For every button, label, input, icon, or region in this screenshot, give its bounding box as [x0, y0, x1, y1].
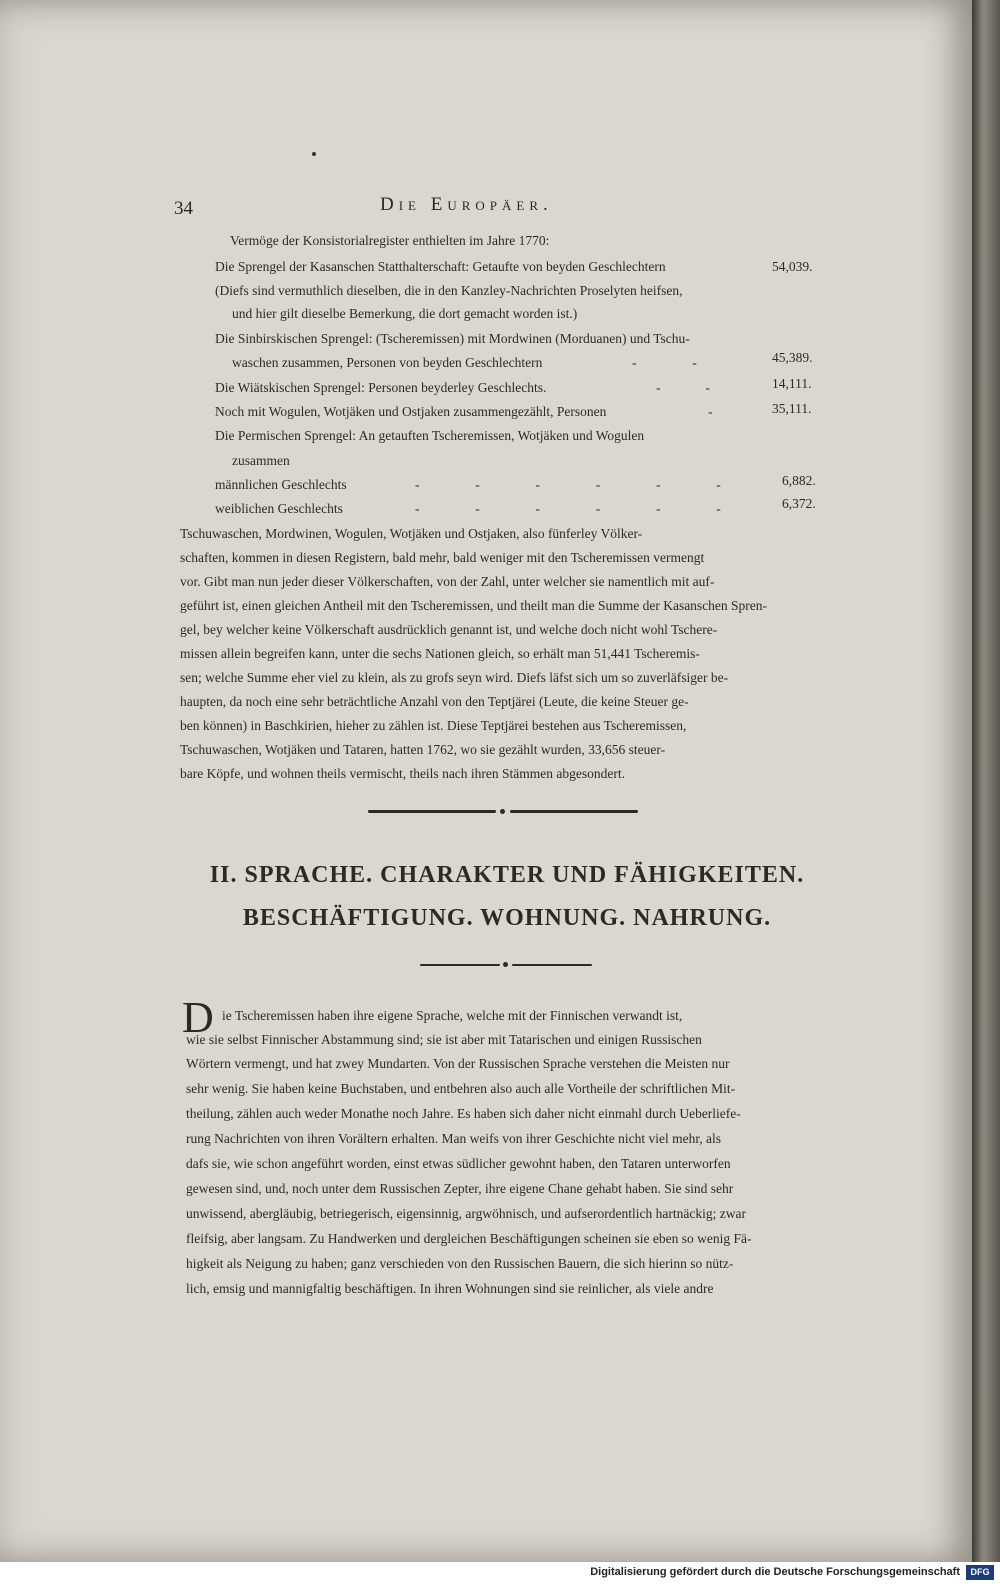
running-head: Die Europäer. — [380, 194, 553, 215]
leader-dots: - — [708, 404, 715, 419]
register-line: männlichen Geschlechts — [215, 477, 347, 492]
text-line: gewesen sind, und, noch unter dem Russischen Zepter, ihre eigene Chane gehabt haben. Sie sind sehr — [186, 1181, 734, 1196]
leader-dots: - - - - - - — [415, 477, 723, 492]
register-line: waschen zusammen, Personen von beyden Geschlechtern — [232, 355, 543, 370]
funding-credit: Digitalisierung gefördert durch die Deutsche Forschungsgemeinschaft — [590, 1566, 960, 1578]
text-line: schaften, kommen in diesen Registern, bald mehr, bald weniger mit den Tscheremissen vermengt — [180, 550, 705, 565]
text-line: haupten, da noch eine sehr beträchtliche Anzahl von den Teptjärei (Leute, die keine Steuer ge- — [180, 694, 689, 709]
footer-bar — [0, 1562, 1000, 1584]
text-line: vor. Gibt man nun jeder dieser Völkerschaften, von der Zahl, unter welcher sie namentlich mit auf- — [180, 574, 715, 589]
text-line: Tschuwaschen, Wotjäken und Tataren, hatten 1762, wo sie gezählt wurden, 33,656 steuer- — [180, 742, 666, 757]
ornament-rule — [368, 810, 496, 813]
text-line: fleifsig, aber langsam. Zu Handwerken und dergleichen Beschäftigungen scheinen sie eben so wenig Fä- — [186, 1231, 752, 1246]
text-line: gel, bey welcher keine Völkerschaft ausdrücklich genannt ist, und welche doch nicht wohl Tschere- — [180, 622, 718, 637]
text-line: Tschuwaschen, Mordwinen, Wogulen, Wotjäken und Ostjaken, also fünferley Völker- — [180, 526, 643, 541]
register-line: Die Permischen Sprengel: An getauften Tscheremissen, Wotjäken und Wogulen — [215, 428, 645, 443]
ornament-rule — [510, 810, 638, 813]
register-value: 54,039. — [772, 259, 813, 274]
text-line: sehr wenig. Sie haben keine Buchstaben, und entbehren also auch alle Vortheile der schriftlichen Mit- — [186, 1081, 736, 1096]
drop-capital: D — [182, 993, 214, 1042]
register-value: 14,111. — [772, 376, 812, 391]
text-line: wie sie selbst Finnischer Abstammung sind; sie ist aber mit Tatarischen und einigen Russischen — [186, 1032, 702, 1047]
text-line: rung Nachrichten von ihren Vorältern erhalten. Man weifs von ihrer Geschichte nicht viel mehr, als — [186, 1131, 722, 1146]
page-number: 34 — [174, 198, 193, 219]
text-line: unwissend, abergläubig, betriegerisch, eigensinnig, argwöhnisch, und aufserordentlich hartnäckig; zwar — [186, 1206, 746, 1221]
register-line: Die Sprengel der Kasanschen Statthalterschaft: Getaufte von beyden Geschlechtern — [215, 259, 666, 274]
section-title-line2: BESCHÄFTIGUNG. WOHNUNG. NAHRUNG. — [242, 905, 772, 931]
dfg-logo: DFG — [966, 1565, 994, 1580]
leader-dots: - - - - - - — [415, 501, 723, 516]
register-line: Noch mit Wogulen, Wotjäken und Ostjaken zusammengezählt, Personen — [215, 404, 607, 419]
register-intro: Vermöge der Konsistorialregister enthielten im Jahre 1770: — [230, 233, 550, 248]
register-value: 45,389. — [772, 350, 813, 365]
text-line: missen allein begreifen kann, unter die sechs Nationen gleich, so erhält man 51,441 Tscheremis- — [180, 646, 700, 661]
ornament-rule — [420, 964, 500, 966]
ink-speck — [312, 152, 316, 156]
leader-dots: - - — [656, 380, 712, 395]
text-line: higkeit als Neigung zu haben; ganz verschieden von den Russischen Bauern, die sich hierinn so nütz- — [186, 1256, 734, 1271]
register-line: zusammen — [232, 453, 290, 468]
register-line: Die Sinbirskischen Sprengel: (Tscheremissen) mit Mordwinen (Morduanen) und Tschu- — [215, 331, 690, 346]
register-value: 35,111. — [772, 401, 812, 416]
register-line: Die Wiätskischen Sprengel: Personen beyderley Geschlechts. — [215, 380, 547, 395]
register-value: 6,372. — [782, 496, 816, 511]
register-value: 6,882. — [782, 473, 816, 488]
text-line: bare Köpfe, und wohnen theils vermischt, theils nach ihren Stämmen abgesondert. — [180, 766, 626, 781]
text-line: theilung, zählen auch weder Monathe noch Jahre. Es haben sich daher nicht einmahl durch Ueberliefe- — [186, 1106, 741, 1121]
register-line: weiblichen Geschlechts — [215, 501, 343, 516]
text-line: ben können) in Baschkirien, hieher zu zählen ist. Diese Teptjärei bestehen aus Tscheremissen, — [180, 718, 687, 733]
text-line: ie Tscheremissen haben ihre eigene Sprache, welche mit der Finnischen verwandt ist, — [222, 1008, 683, 1023]
ornament-rule — [512, 964, 592, 966]
text-line: dafs sie, wie schon angeführt worden, einst etwas südlicher gewohnt haben, den Tataren unterworfen — [186, 1156, 731, 1171]
leader-dots: - - — [632, 355, 699, 370]
section-title-line1: II. SPRACHE. CHARAKTER UND FÄHIGKEITEN. — [209, 862, 805, 888]
text-line: sen; welche Summe eher viel zu klein, als zu grofs seyn wird. Diefs läfst sich um so zuverläfsiger be- — [180, 670, 729, 685]
register-line: und hier gilt dieselbe Bemerkung, die dort gemacht worden ist.) — [232, 306, 578, 321]
ornament-dot — [503, 962, 508, 967]
ornament-dot — [500, 809, 505, 814]
book-edge — [972, 0, 1000, 1562]
register-line: (Diefs sind vermuthlich dieselben, die in den Kanzley-Nachrichten Proselyten heifsen, — [215, 283, 683, 298]
text-line: geführt ist, einen gleichen Antheil mit den Tscheremissen, und theilt man die Summe der Kasanschen Spren- — [180, 598, 768, 613]
text-line: Wörtern vermengt, und hat zwey Mundarten. Von der Russischen Sprache verstehen die Meisten nur — [186, 1056, 730, 1071]
text-line: lich, emsig und mannigfaltig beschäftigen. In ihren Wohnungen sind sie reinlicher, als viele andre — [186, 1281, 714, 1296]
